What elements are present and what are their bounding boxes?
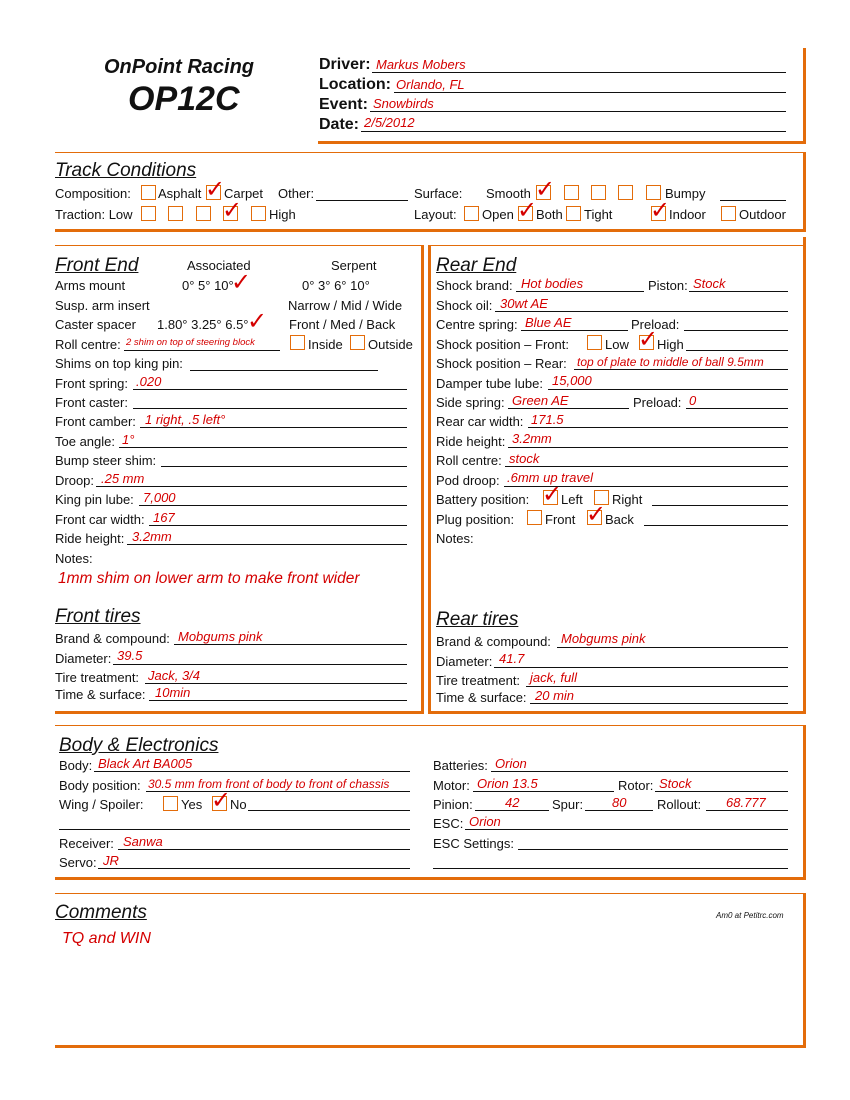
front-treatment-value: Jack, 3/4 xyxy=(148,668,201,683)
rear-right-edge xyxy=(803,237,806,713)
driver-value: Markus Mobers xyxy=(376,57,466,72)
location-value: Orlando, FL xyxy=(396,77,465,92)
motor-value: Orion 13.5 xyxy=(477,776,538,791)
rear-roll-label: Roll centre: xyxy=(436,453,502,468)
shims-line[interactable] xyxy=(190,370,378,371)
layout-label: Layout: xyxy=(414,207,457,222)
both-checkmark-icon: ✓ xyxy=(517,196,538,224)
centre-spring-value: Blue AE xyxy=(525,315,572,330)
front-caster-line[interactable] xyxy=(133,408,407,409)
event-value: Snowbirds xyxy=(373,96,434,111)
rear-time-label: Time & surface: xyxy=(436,690,527,705)
location-line[interactable] xyxy=(394,92,786,93)
traction-checkbox-3[interactable] xyxy=(196,206,211,221)
traction-checkmark-icon: ✓ xyxy=(222,196,243,224)
front-treatment-line[interactable] xyxy=(145,683,407,684)
servo-line[interactable] xyxy=(98,868,410,869)
wing-yes-checkbox[interactable] xyxy=(163,796,178,811)
low-label: Low xyxy=(605,337,629,352)
rear-diameter-line[interactable] xyxy=(494,667,788,668)
surface-checkbox-3[interactable] xyxy=(591,185,606,200)
body-position-label: Body position: xyxy=(59,778,141,793)
open-label: Open xyxy=(482,207,514,222)
rear-notes-label: Notes: xyxy=(436,531,474,546)
carpet-label: Carpet xyxy=(224,186,264,201)
composition-label: Composition: xyxy=(55,186,131,201)
front-diameter-value: 39.5 xyxy=(117,648,143,663)
smooth-label: Smooth xyxy=(486,186,531,201)
event-line[interactable] xyxy=(370,111,786,112)
body-bottom-edge xyxy=(55,877,806,880)
fmb-label: Front / Med / Back xyxy=(289,317,396,332)
front-time-label: Time & surface: xyxy=(55,687,146,702)
front-diameter-line[interactable] xyxy=(113,664,407,665)
rear-treatment-value: jack, full xyxy=(530,670,577,685)
body-right-edge xyxy=(803,725,806,880)
front-right-edge xyxy=(421,245,424,713)
side-spring-value: Green AE xyxy=(512,393,569,408)
wing-line[interactable] xyxy=(248,810,410,811)
body-title: Body & Electronics xyxy=(59,735,219,756)
kingpin-label: King pin lube: xyxy=(55,492,134,507)
surface-line[interactable] xyxy=(720,200,786,201)
pod-droop-label: Pod droop: xyxy=(436,473,500,488)
associated-label: Associated xyxy=(187,258,251,273)
batteries-line[interactable] xyxy=(491,771,788,772)
pinion-line[interactable] xyxy=(475,810,549,811)
droop-line[interactable] xyxy=(96,486,407,487)
spur-value: 80 xyxy=(612,795,627,810)
both-label: Both xyxy=(536,207,563,222)
side-spring-line[interactable] xyxy=(508,408,629,409)
wing-yes-label: Yes xyxy=(181,797,203,812)
wing-no-checkmark-icon: ✓ xyxy=(211,786,232,814)
rear-treatment-line[interactable] xyxy=(526,686,788,687)
roll-centre-value: 2 shim on top of steering block xyxy=(126,337,255,348)
rear-top-rule xyxy=(428,245,803,246)
model-title: OP12C xyxy=(128,80,240,118)
front-ride-line[interactable] xyxy=(127,544,407,545)
piston-label: Piston: xyxy=(648,278,688,293)
plug-front-checkbox[interactable] xyxy=(527,510,542,525)
track-title: Track Conditions xyxy=(55,160,197,181)
rear-ride-line[interactable] xyxy=(508,447,788,448)
shock-brand-line[interactable] xyxy=(516,291,644,292)
shock-pos-front-line[interactable] xyxy=(686,350,788,351)
open-checkbox[interactable] xyxy=(464,206,479,221)
outside-checkbox[interactable] xyxy=(350,335,365,350)
esc-label: ESC: xyxy=(433,816,464,831)
rear-title: Rear End xyxy=(436,255,517,276)
rollout-line[interactable] xyxy=(706,810,788,811)
pinion-value: 42 xyxy=(505,795,520,810)
servo-value: JR xyxy=(103,853,119,868)
other-line[interactable] xyxy=(316,200,408,201)
rear-time-value: 20 min xyxy=(535,688,575,703)
front-spring-line[interactable] xyxy=(133,389,407,390)
carpet-checkmark-icon: ✓ xyxy=(205,175,226,203)
location-label: Location: xyxy=(319,76,391,93)
rotor-line[interactable] xyxy=(655,791,788,792)
event-label: Event: xyxy=(319,96,368,113)
comments-right-edge xyxy=(803,893,806,1048)
front-brand-label: Brand & compound: xyxy=(55,631,170,646)
inside-checkbox[interactable] xyxy=(290,335,305,350)
rear-tires-title: Rear tires xyxy=(436,609,519,630)
shock-brand-value: Hot bodies xyxy=(521,276,584,291)
piston-line[interactable] xyxy=(689,291,788,292)
bump-line[interactable] xyxy=(161,466,407,467)
caster-spacer-label: Caster spacer xyxy=(55,317,136,332)
battery-left-label: Left xyxy=(561,492,583,507)
toe-label: Toe angle: xyxy=(55,434,115,449)
front-brand-line[interactable] xyxy=(174,644,407,645)
esc-settings-line-2[interactable] xyxy=(433,868,788,869)
preload2-value: 0 xyxy=(689,393,697,408)
shock-pos-rear-value: top of plate to middle of ball 9.5mm xyxy=(577,355,764,369)
preload2-line[interactable] xyxy=(686,408,788,409)
body-top-rule xyxy=(55,725,803,726)
rear-diameter-value: 41.7 xyxy=(499,651,525,666)
comments-top-rule xyxy=(55,893,803,894)
rear-brand-label: Brand & compound: xyxy=(436,634,551,649)
pinion-label: Pinion: xyxy=(433,797,473,812)
rear-brand-value: Mobgums pink xyxy=(561,631,646,646)
side-spring-label: Side spring: xyxy=(436,395,505,410)
rear-brand-line[interactable] xyxy=(557,647,788,648)
surface-checkbox-2[interactable] xyxy=(564,185,579,200)
front-ride-label: Ride height: xyxy=(55,531,125,546)
front-spring-label: Front spring: xyxy=(55,376,128,391)
roll-centre-label: Roll centre: xyxy=(55,337,121,352)
traction-checkbox-2[interactable] xyxy=(168,206,183,221)
front-tires-title: Front tires xyxy=(55,606,141,627)
wing-label: Wing / Spoiler: xyxy=(59,797,144,812)
rear-left-edge xyxy=(428,245,431,713)
bump-label: Bump steer shim: xyxy=(55,453,157,468)
centre-spring-label: Centre spring: xyxy=(436,317,518,332)
esc-value: Orion xyxy=(469,814,501,829)
preload2-label: Preload: xyxy=(633,395,682,410)
caster-checkmark-icon: ✓ xyxy=(247,307,268,335)
rear-width-line[interactable] xyxy=(528,427,788,428)
inside-label: Inside xyxy=(308,337,343,352)
outside-label: Outside xyxy=(368,337,413,352)
front-camber-value: 1 right, .5 left° xyxy=(145,412,226,427)
front-treatment-label: Tire treatment: xyxy=(55,670,140,685)
date-value: 2/5/2012 xyxy=(364,115,415,130)
piston-value: Stock xyxy=(693,276,726,291)
servo-label: Servo: xyxy=(59,855,97,870)
plug-back-label: Back xyxy=(605,512,634,527)
front-time-line[interactable] xyxy=(149,700,407,701)
receiver-label: Receiver: xyxy=(59,836,114,851)
front-width-label: Front car width: xyxy=(55,512,145,527)
driver-label: Driver: xyxy=(319,56,371,73)
damper-label: Damper tube lube: xyxy=(436,376,543,391)
tight-label: Tight xyxy=(584,207,613,222)
spur-line[interactable] xyxy=(585,810,653,811)
arms-serpent-values: 0° 3° 6° 10° xyxy=(302,278,370,293)
shock-oil-line[interactable] xyxy=(495,311,788,312)
date-label: Date: xyxy=(319,116,360,133)
plug-back-checkmark-icon: ✓ xyxy=(586,500,607,528)
rollout-value: 68.777 xyxy=(726,795,766,810)
roll-centre-line[interactable] xyxy=(124,350,280,351)
shock-brand-label: Shock brand: xyxy=(436,278,513,293)
receiver-value: Sanwa xyxy=(123,834,163,849)
esc-line[interactable] xyxy=(465,829,788,830)
droop-label: Droop: xyxy=(55,473,95,488)
front-bottom-edge xyxy=(55,711,424,714)
front-diameter-label: Diameter: xyxy=(55,651,112,666)
indoor-label: Indoor xyxy=(669,207,706,222)
surface-checkbox-4[interactable] xyxy=(618,185,633,200)
body-value: Black Art BA005 xyxy=(98,756,193,771)
wing-no-label: No xyxy=(230,797,247,812)
plug-front-label: Front xyxy=(545,512,576,527)
spur-label: Spur: xyxy=(552,797,584,812)
esc-settings-line[interactable] xyxy=(518,849,788,850)
rear-treatment-label: Tire treatment: xyxy=(436,673,521,688)
front-brand-value: Mobgums pink xyxy=(178,629,263,644)
battery-line[interactable] xyxy=(652,505,788,506)
rollout-label: Rollout: xyxy=(657,797,702,812)
comments-title: Comments xyxy=(55,902,147,923)
motor-line[interactable] xyxy=(473,791,614,792)
toe-line[interactable] xyxy=(119,447,407,448)
tight-checkbox[interactable] xyxy=(566,206,581,221)
body-position-value: 30.5 mm from front of body to front of chassis xyxy=(148,777,390,791)
low-checkbox[interactable] xyxy=(587,335,602,350)
smooth-checkmark-icon: ✓ xyxy=(535,175,556,203)
front-camber-label: Front camber: xyxy=(55,414,136,429)
asphalt-checkbox[interactable] xyxy=(141,185,156,200)
rear-roll-line[interactable] xyxy=(505,466,788,467)
battery-right-label: Right xyxy=(612,492,643,507)
receiver-line[interactable] xyxy=(118,849,410,850)
front-camber-line[interactable] xyxy=(140,427,407,428)
serpent-label: Serpent xyxy=(331,258,377,273)
shock-pos-front-label: Shock position – Front: xyxy=(436,337,569,352)
front-caster-label: Front caster: xyxy=(55,395,128,410)
rotor-label: Rotor: xyxy=(618,778,654,793)
front-title: Front End xyxy=(55,255,139,276)
body-position-line[interactable] xyxy=(146,791,410,792)
comments-bottom-edge xyxy=(55,1045,806,1048)
rear-time-line[interactable] xyxy=(530,703,788,704)
track-top-rule xyxy=(55,152,803,153)
body-line[interactable] xyxy=(94,771,410,772)
susp-insert-label: Susp. arm insert xyxy=(55,298,150,313)
rear-ride-label: Ride height: xyxy=(436,434,506,449)
nmw-label: Narrow / Mid / Wide xyxy=(288,298,403,313)
rear-diameter-label: Diameter: xyxy=(436,654,493,669)
pod-droop-value: .6mm up travel xyxy=(507,470,593,485)
motor-label: Motor: xyxy=(433,778,470,793)
shock-pos-rear-line[interactable] xyxy=(574,369,788,370)
date-line[interactable] xyxy=(361,131,786,132)
traction-label: Traction: Low xyxy=(55,207,133,222)
damper-line[interactable] xyxy=(548,389,788,390)
kingpin-value: 7,000 xyxy=(143,490,176,505)
surface-label: Surface: xyxy=(414,186,463,201)
plug-label: Plug position: xyxy=(436,512,515,527)
arms-checkmark-icon: ✓ xyxy=(231,268,252,296)
front-time-value: 10min xyxy=(155,685,191,700)
preload-label: Preload: xyxy=(631,317,680,332)
shims-label: Shims on top king pin: xyxy=(55,356,183,371)
driver-line[interactable] xyxy=(372,72,786,73)
rear-width-value: 171.5 xyxy=(531,412,564,427)
shock-oil-value: 30wt AE xyxy=(500,296,548,311)
traction-checkbox-5[interactable] xyxy=(251,206,266,221)
front-width-value: 167 xyxy=(153,510,175,525)
high-label: High xyxy=(657,337,684,352)
preload-line[interactable] xyxy=(684,330,788,331)
battery-label: Battery position: xyxy=(436,492,530,507)
rear-roll-value: stock xyxy=(509,451,540,466)
other-label: Other: xyxy=(278,186,315,201)
rear-width-label: Rear car width: xyxy=(436,414,524,429)
front-spring-value: .020 xyxy=(136,374,162,389)
rear-bottom-edge xyxy=(428,711,806,714)
asphalt-label: Asphalt xyxy=(158,186,202,201)
indoor-checkmark-icon: ✓ xyxy=(650,196,671,224)
front-top-rule xyxy=(55,245,423,246)
outdoor-checkbox[interactable] xyxy=(721,206,736,221)
plug-line[interactable] xyxy=(644,525,788,526)
front-width-line[interactable] xyxy=(149,525,407,526)
rear-ride-value: 3.2mm xyxy=(512,431,552,446)
shock-pos-rear-label: Shock position – Rear: xyxy=(436,356,567,371)
caster-values: 1.80° 3.25° 6.5° xyxy=(157,317,249,332)
brand-title: OnPoint Racing xyxy=(104,56,254,78)
toe-value: 1° xyxy=(122,432,135,447)
body-label: Body: xyxy=(59,758,93,773)
shock-oil-label: Shock oil: xyxy=(436,298,493,313)
outdoor-label: Outdoor xyxy=(739,207,786,222)
esc-settings-label: ESC Settings: xyxy=(433,836,514,851)
front-notes-value: 1mm shim on lower arm to make front wider xyxy=(58,570,360,587)
high-checkmark-icon: ✓ xyxy=(638,325,659,353)
arms-assoc-values: 0° 5° 10° xyxy=(182,278,234,293)
batteries-label: Batteries: xyxy=(433,758,488,773)
rotor-value: Stock xyxy=(659,776,692,791)
blank-line[interactable] xyxy=(59,829,410,830)
credit-text: Am0 at Petitrc.com xyxy=(716,911,784,920)
kingpin-line[interactable] xyxy=(139,505,407,506)
centre-spring-line[interactable] xyxy=(521,330,628,331)
droop-value: .25 mm xyxy=(101,471,145,486)
front-ride-value: 3.2mm xyxy=(132,529,172,544)
traction-checkbox-1[interactable] xyxy=(141,206,156,221)
bumpy-label: Bumpy xyxy=(665,186,706,201)
arms-mount-label: Arms mount xyxy=(55,278,126,293)
traction-high-label: High xyxy=(269,207,296,222)
batteries-value: Orion xyxy=(495,756,527,771)
battery-left-checkmark-icon: ✓ xyxy=(542,480,563,508)
comments-value: TQ and WIN xyxy=(62,930,151,947)
front-notes-label: Notes: xyxy=(55,551,93,566)
damper-value: 15,000 xyxy=(552,373,592,388)
